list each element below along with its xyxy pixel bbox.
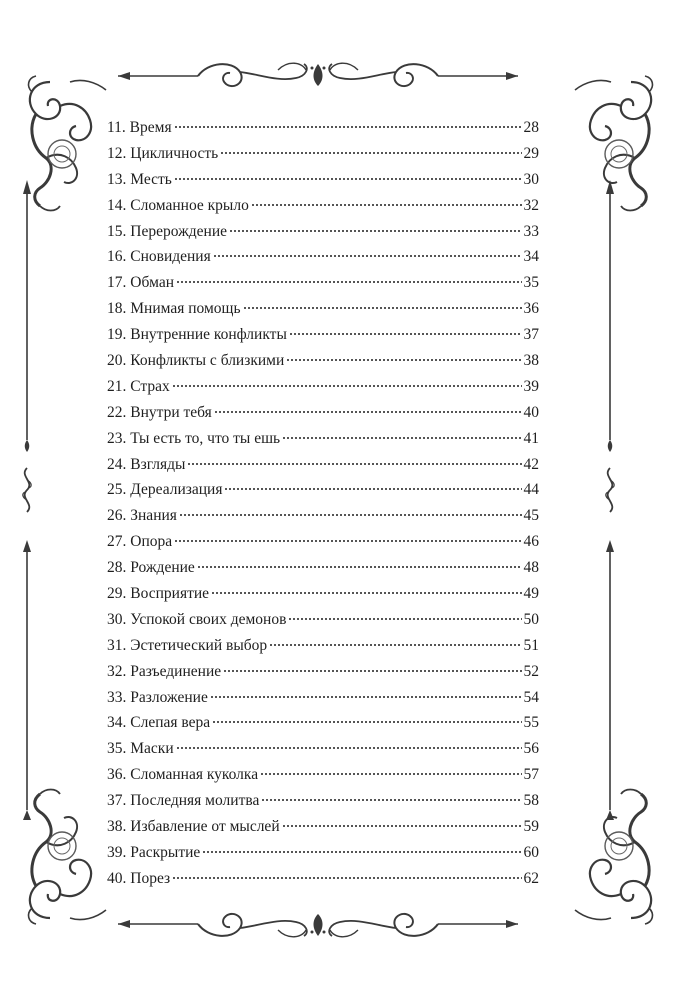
toc-entry-page: 59	[523, 818, 539, 836]
toc-entry[interactable]	[107, 581, 539, 607]
toc-entry-title: 19. Внутренние конфликты	[107, 326, 287, 344]
dot-leader	[176, 746, 522, 750]
toc-entry-page: 30	[523, 170, 539, 188]
toc-entry-title: 26. Знания	[107, 507, 177, 525]
toc-entry-page: 46	[523, 533, 539, 551]
toc-entry-page: 60	[523, 843, 539, 861]
dot-leader	[172, 384, 522, 388]
toc-entry[interactable]	[107, 659, 539, 685]
corner-ornament-top-left	[29, 76, 106, 211]
toc-entry[interactable]	[107, 426, 539, 452]
dot-leader	[286, 358, 521, 362]
toc-entry-title: 28. Рождение	[107, 559, 195, 577]
toc-entry[interactable]	[107, 219, 539, 245]
toc-entry-title: 11. Время	[107, 119, 172, 136]
toc-entry-page: 48	[523, 559, 539, 577]
toc-entry-title: 35. Маски	[107, 740, 174, 758]
dot-leader	[172, 876, 521, 880]
toc-entry[interactable]	[107, 193, 539, 219]
toc-entry-title: 21. Страх	[107, 377, 170, 395]
dot-leader	[211, 591, 521, 595]
dot-leader	[214, 410, 522, 414]
dot-leader	[260, 772, 521, 776]
bottom-ornament	[118, 914, 518, 937]
toc-entry[interactable]	[107, 633, 539, 659]
dot-leader	[220, 151, 521, 155]
toc-entry-title: 32. Разъединение	[107, 662, 222, 680]
toc-entry-title: 37. Последняя молитва	[107, 792, 260, 810]
toc-entry[interactable]	[107, 866, 539, 892]
toc-entry-page: 28	[523, 119, 539, 136]
toc-entry-title: 39. Раскрытие	[107, 843, 201, 861]
toc-entry-page: 44	[523, 481, 539, 499]
toc-entry-page: 55	[523, 714, 539, 732]
dot-leader	[282, 824, 522, 828]
dot-leader	[212, 720, 521, 724]
toc-entry-title: 33. Разложение	[107, 688, 208, 706]
toc-entry-title: 24. Взгляды	[107, 455, 186, 473]
toc-entry[interactable]	[107, 322, 539, 348]
dot-leader	[179, 513, 522, 517]
toc-entry-title: 27. Опора	[107, 533, 173, 551]
toc-entry[interactable]	[107, 452, 539, 478]
dot-leader	[187, 462, 521, 466]
right-border	[606, 180, 614, 820]
toc-entry-title: 22. Внутри тебя	[107, 403, 212, 421]
toc-entry[interactable]	[107, 348, 539, 374]
toc-entry-title: 13. Месть	[107, 170, 172, 188]
toc-entry-page: 37	[523, 326, 539, 344]
corner-ornament-bottom-right	[575, 790, 652, 925]
toc-entry[interactable]	[107, 374, 539, 400]
dot-leader	[261, 798, 521, 802]
toc-entry-page: 42	[523, 455, 539, 473]
toc-entry[interactable]	[107, 788, 539, 814]
toc-entry-page: 52	[523, 662, 539, 680]
left-border	[23, 180, 31, 820]
toc-entry[interactable]	[107, 167, 539, 193]
toc-entry-page: 36	[523, 300, 539, 318]
toc-entry-page: 32	[523, 196, 539, 214]
dot-leader	[288, 617, 521, 621]
dot-leader	[202, 850, 521, 854]
toc-entry-title: 29. Восприятие	[107, 585, 210, 603]
toc-entry-title: 36. Сломанная куколка	[107, 766, 259, 784]
toc-entry-title: 38. Избавление от мыслей	[107, 818, 280, 836]
toc-entry-page: 56	[523, 740, 539, 758]
toc-entry[interactable]	[107, 840, 539, 866]
dot-leader	[197, 565, 522, 569]
toc-entry[interactable]	[107, 529, 539, 555]
toc-entry-page: 57	[523, 766, 539, 784]
toc-entry-page: 35	[523, 274, 539, 292]
toc-entry-page: 54	[523, 688, 539, 706]
toc-entry-page: 50	[523, 610, 539, 628]
dot-leader	[210, 695, 522, 699]
toc-entry-title: 40. Порез	[107, 869, 171, 887]
toc-entry-page: 58	[523, 792, 539, 810]
dot-leader	[176, 280, 521, 284]
corner-ornament-top-right	[575, 76, 652, 211]
toc-entry-page: 33	[523, 222, 539, 240]
toc-entry[interactable]	[107, 270, 539, 296]
dot-leader	[213, 254, 522, 258]
dot-leader	[223, 669, 521, 673]
dot-leader	[229, 229, 521, 233]
toc-entry-title: 12. Цикличность	[107, 144, 219, 162]
dot-leader	[289, 332, 522, 336]
toc-entry-page: 40	[523, 403, 539, 421]
dot-leader	[174, 125, 522, 129]
toc-entry-title: 17. Обман	[107, 274, 175, 292]
toc-entry-title: 20. Конфликты с близкими	[107, 352, 285, 370]
toc-entry-page: 45	[523, 507, 539, 525]
toc-entry[interactable]	[107, 710, 539, 736]
dot-leader	[224, 487, 521, 491]
toc-entry[interactable]	[107, 244, 539, 270]
corner-ornament-bottom-left	[29, 790, 106, 925]
toc-entry-page: 29	[523, 144, 539, 162]
toc-entry[interactable]	[107, 400, 539, 426]
toc-entry-title: 34. Слепая вера	[107, 714, 211, 732]
toc-entry[interactable]	[107, 115, 539, 141]
toc-entry-title: 15. Перерождение	[107, 222, 228, 240]
toc-entry-page: 38	[523, 352, 539, 370]
toc-entry-title: 23. Ты есть то, что ты ешь	[107, 429, 281, 447]
dot-leader	[243, 306, 522, 310]
toc-entry-title: 25. Дереализация	[107, 481, 223, 499]
toc-entry-title: 14. Сломанное крыло	[107, 196, 249, 214]
toc-entry[interactable]	[107, 762, 539, 788]
dot-leader	[282, 436, 521, 440]
toc-entry[interactable]	[107, 685, 539, 711]
toc-entry-page: 49	[523, 585, 539, 603]
toc-entry-title: 31. Эстетический выбор	[107, 636, 268, 654]
toc-entry-title: 16. Сновидения	[107, 248, 211, 266]
dot-leader	[174, 539, 521, 543]
toc-entry[interactable]	[107, 141, 539, 167]
toc-entry-page: 34	[523, 248, 539, 266]
toc-entry-title: 30. Успокой своих демонов	[107, 610, 287, 628]
toc-entry[interactable]	[107, 607, 539, 633]
toc-entry[interactable]	[107, 477, 539, 503]
toc-entry-page: 62	[523, 869, 539, 887]
table-of-contents	[107, 115, 539, 892]
toc-entry-title: 18. Мнимая помощь	[107, 300, 241, 318]
toc-entry-page: 51	[523, 636, 539, 654]
toc-entry-page: 39	[523, 377, 539, 395]
dot-leader	[251, 203, 522, 207]
toc-entry[interactable]	[107, 503, 539, 529]
toc-entry[interactable]	[107, 555, 539, 581]
dot-leader	[269, 643, 521, 647]
dot-leader	[174, 177, 522, 181]
toc-entry[interactable]	[107, 296, 539, 322]
toc-entry[interactable]	[107, 736, 539, 762]
top-ornament	[118, 63, 518, 86]
toc-entry-page: 41	[523, 429, 539, 447]
toc-entry[interactable]	[107, 814, 539, 840]
